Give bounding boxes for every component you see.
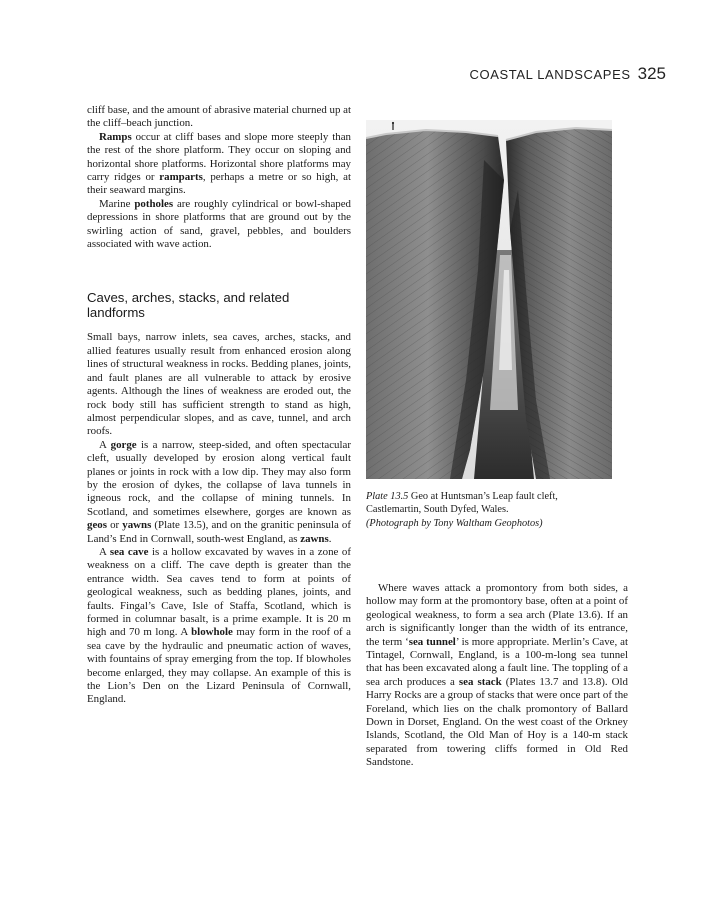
plate-caption	[366, 490, 612, 530]
gorge-photo-illustration	[366, 120, 612, 479]
photo-credit: (Photograph by Tony Waltham Geophotos)	[366, 517, 543, 529]
term-zawns: zawns	[300, 532, 329, 545]
term-potholes: potholes	[134, 197, 174, 210]
left-column	[87, 104, 351, 707]
paragraph-ramps: Ramps occur at cliff bases and slope more steeply than the rest of the shore platform. They occur on sloping and horizontal shore platforms. Horizontal shore platforms may carry ridges or ramparts, perhaps a metre or so high, at their seaward margins.	[87, 130, 351, 197]
paragraph: cliff base, and the amount of abrasive material churned up at the cliff–beach junction.	[87, 104, 351, 130]
paragraph-sea-cave: A sea cave is a hollow excavated by waves in a zone of weakness on a cliff. The cave depth is greater than the entrance width. Sea caves tend to form at points of geological weakness, such as bedding planes, joints, and faults. Fingal’s Cave, Isle of Staffa, Scotland, which is formed in columnar basalt, is a prime example. It is 20 m high and 70 m long. A blowhole may form in the roof of a sea cave by the hydraulic and pneumatic action of waves, with fountains of spray emerging from the top. If blowholes become enlarged, they may collapse. An example of this is the Lion’s Den on the Lizard Peninsula of Cornwall, England.	[87, 545, 352, 706]
plate-photo-gorge	[366, 120, 612, 479]
paragraph-sea-arch: Where waves attack a promontory from both sides, a hollow may form at the promontory base, often at a point of geological weakness, to form a sea arch (Plate 13.6). If an arch is significantly longer than the width of its entrance, the term ‘sea tunnel’ is more appropriate. Merlin’s Cave, at Tintagel, Cornwall, England, is a 100-m-long sea tunnel that has been excavated along a fault line. The toppling of a sea arch produces a sea stack (Plates 13.7 and 13.8). Old Harry Rocks are a group of stacks that were once part of the Foreland, which lies on the chalk promontory of Ballard Down in Dorset, England. On the west coast of the Orkney Islands, Scotland, the Old Man of Hoy is a 140-m stack separated from towering cliffs formed in Old Red Sandstone.	[366, 582, 628, 769]
paragraph-gorge: A gorge is a narrow, steep-sided, and often spectacular cleft, usually developed by erosion along vertical fault planes or joints in rock with a low dip. They may also form by the erosion of dykes, the collapse of lava tunnels in igneous rock, and the collapse of mining tunnels. In Scotland, and sometimes elsewhere, gorges are known as geos or yawns (Plate 13.5), and on the granitic peninsula of Land’s End in Cornwall, south-west England, as zawns.	[87, 438, 351, 545]
term-ramps: Ramps	[99, 130, 132, 143]
term-sea-cave: sea cave	[109, 545, 149, 558]
term-sea-tunnel: sea tunnel	[408, 635, 456, 648]
section-heading: Caves, arches, stacks, and related landforms	[87, 290, 290, 321]
term-gorge: gorge	[110, 438, 137, 451]
paragraph: Small bays, narrow inlets, sea caves, arches, stacks, and allied features usually result from enhanced erosion along lines of structural weakness in rocks. Bedding planes, joints, and fault planes are all vulnerable to attack by erosive agents. Although the lines of weakness are eroded out, the rock body still has sufficient strength to stand as high, almost perpendicular slopes, and as cave, tunnel, and arch roofs.	[87, 331, 351, 438]
right-column	[366, 582, 628, 770]
term-geos: geos	[87, 519, 107, 532]
page-number: 325	[637, 64, 666, 83]
term-blowhole: blowhole	[191, 626, 233, 639]
paragraph-potholes: Marine potholes are roughly cylindrical or bowl-shaped depressions in shore platforms that are ground out by the swirling action of sand, gravel, pebbles, and boulders associated with wave action.	[87, 197, 351, 251]
section-title: COASTAL LANDSCAPES	[469, 67, 631, 82]
caption-text: Geo at Huntsman’s Leap fault cleft, Castlemartin, South Dyfed, Wales.	[366, 491, 558, 516]
term-yawns: yawns	[122, 519, 152, 532]
term-sea-stack: sea stack	[458, 675, 502, 688]
running-head	[470, 64, 666, 84]
term-ramparts: ramparts	[159, 171, 203, 184]
plate-label: Plate 13.5	[366, 491, 409, 502]
